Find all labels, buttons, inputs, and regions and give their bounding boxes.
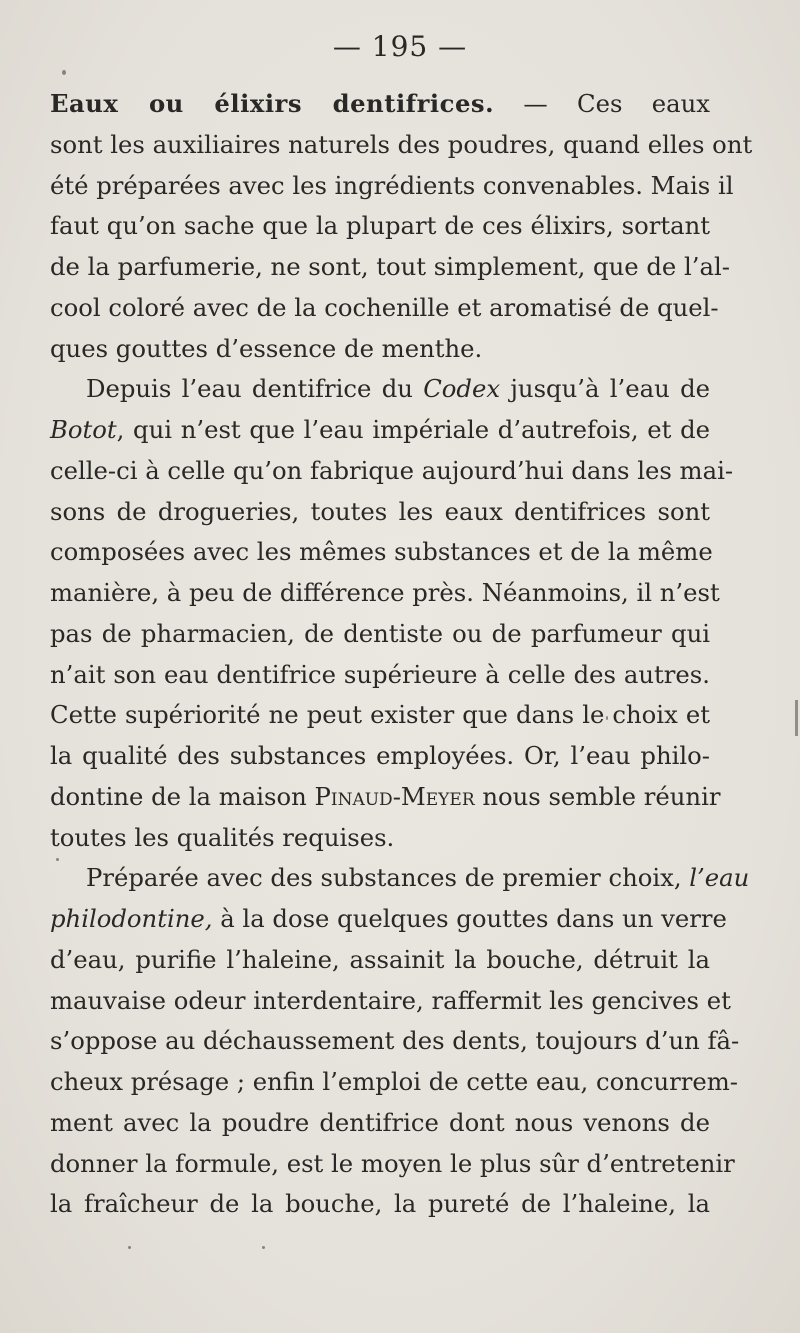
ink-speck <box>128 1246 131 1249</box>
text-line: sont les auxiliaires naturels des poudres, quand elles ont <box>50 129 753 159</box>
text-line: d’eau, purifie l’haleine, assainit la bouche, détruit la <box>50 944 710 974</box>
text-line: toutes les qualités requises. <box>50 822 395 852</box>
page-number: — 195 — <box>332 30 468 63</box>
text-line: été préparées avec les ingrédients convenables. Mais il <box>50 170 734 200</box>
text-line: philodontine, à la dose quelques gouttes dans un verre <box>50 904 727 933</box>
text-line: Préparée avec des substances de premier choix, l’eau <box>86 863 750 893</box>
text-line: de la parfumerie, ne sont, tout simplement, que de l’al- <box>50 252 730 281</box>
text-line: sons de drogueries, toutes les eaux dentifrices sont <box>50 496 710 526</box>
text-line: faut qu’on sache que la plupart de ces élixirs, sortant <box>50 211 710 241</box>
ink-speck <box>262 1246 265 1249</box>
section-heading: Eaux ou élixirs dentifrices. <box>50 89 495 118</box>
text-line: mauvaise odeur interdentaire, raffermit les gencives et <box>50 985 731 1015</box>
text-line: Depuis l’eau dentifrice du Codex jusqu’à l’eau de <box>86 374 710 404</box>
text-line: la qualité des substances employées. Or, l’eau philo- <box>50 741 710 770</box>
text-line: celle-ci à celle qu’on fabrique aujourd’hui dans les mai- <box>50 455 734 485</box>
ink-speck <box>62 70 66 75</box>
page-edge-mark <box>795 700 798 736</box>
text-line: la fraîcheur de la bouche, la pureté de l’haleine, la <box>50 1189 710 1219</box>
text-line: manière, à peu de différence près. Néanmoins, il n’est <box>50 578 720 607</box>
body-text <box>50 84 753 1225</box>
text-line: Eaux ou élixirs dentifrices. — Ces eaux <box>50 89 710 118</box>
text-line: cool coloré avec de la cochenille et aromatisé de quel- <box>50 292 719 322</box>
text-line: Cette supériorité ne peut exister que dans le choix et <box>50 700 710 730</box>
text-line: composées avec les mêmes substances et de la même <box>50 537 713 567</box>
text-line: n’ait son eau dentifrice supérieure à celle des autres. <box>50 659 710 689</box>
text-line: ment avec la poudre dentifrice dont nous venons de <box>50 1107 710 1137</box>
text-line: pas de pharmacien, de dentiste ou de parfumeur qui <box>50 618 710 648</box>
text-line: s’oppose au déchaussement des dents, toujours d’un fâ- <box>50 1026 740 1056</box>
text-line: cheux présage ; enfin l’emploi de cette eau, concurrem- <box>50 1067 738 1096</box>
text-line: donner la formule, est le moyen le plus sûr d’entretenir <box>50 1148 735 1178</box>
text-line: Botot, qui n’est que l’eau impériale d’autrefois, et de <box>50 415 710 444</box>
text-line: dontine de la maison Pinaud-Meyer nous semble réunir <box>50 781 721 811</box>
text-line: ques gouttes d’essence de menthe. <box>50 333 483 363</box>
